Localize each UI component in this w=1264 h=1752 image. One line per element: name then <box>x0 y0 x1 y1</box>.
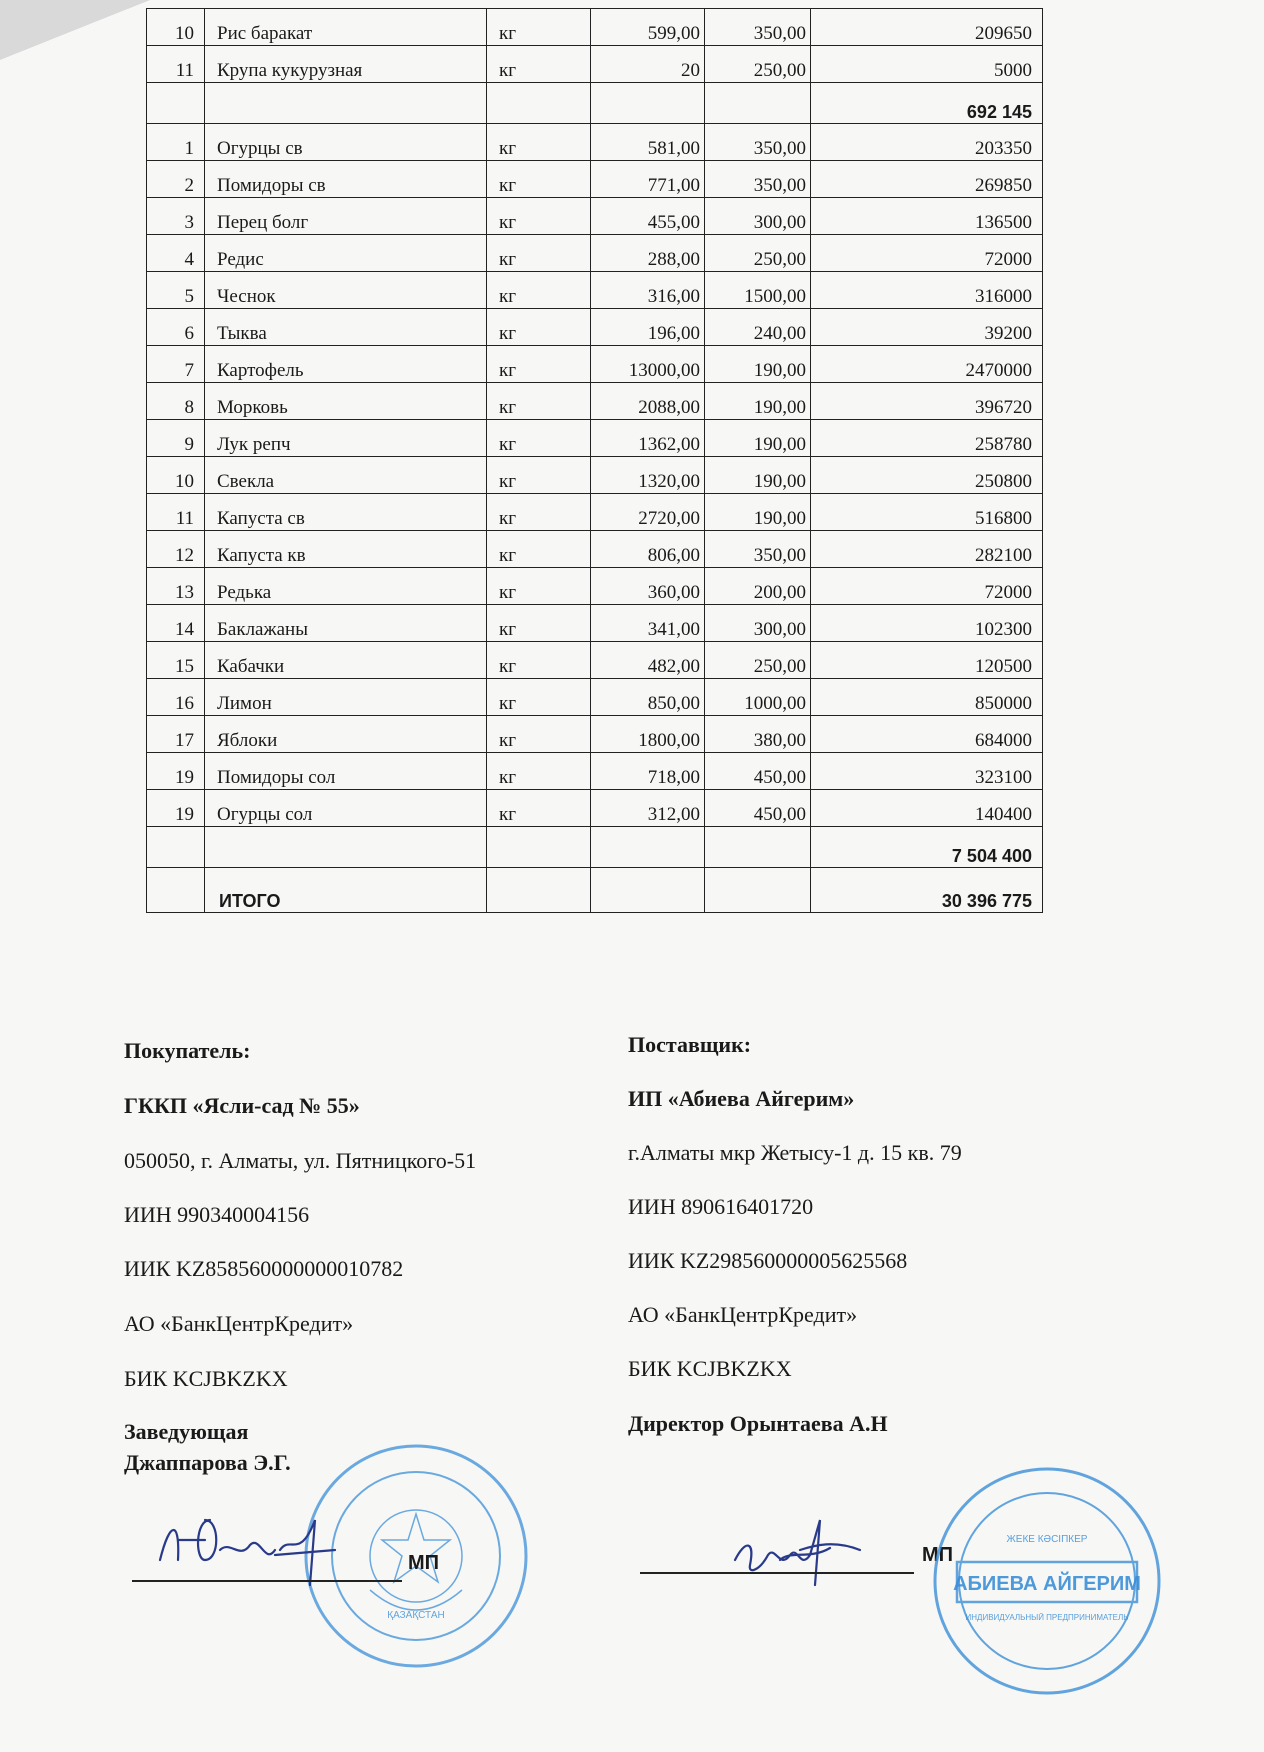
row-product-name: Кабачки <box>205 642 487 679</box>
row-sum: 2470000 <box>811 346 1043 383</box>
row-sum: 7 504 400 <box>811 827 1043 868</box>
row-sum: 684000 <box>811 716 1043 753</box>
row-price: 250,00 <box>705 235 811 272</box>
row-sum: 316000 <box>811 272 1043 309</box>
row-number: 19 <box>147 790 205 827</box>
row-unit: кг <box>487 198 591 235</box>
table-row <box>147 9 1043 46</box>
buyer-stamp-name: ҚАЗАҚСТАН <box>387 1610 445 1621</box>
row-product-name: Баклажаны <box>205 605 487 642</box>
table-row <box>147 568 1043 605</box>
row-product-name: Редька <box>205 568 487 605</box>
row-sum: 72000 <box>811 568 1043 605</box>
row-sum: 323100 <box>811 753 1043 790</box>
table-row <box>147 531 1043 568</box>
supplier-signature <box>720 1500 870 1590</box>
supplier-position-person: Директор Орынтаева А.Н <box>628 1411 888 1436</box>
table-row <box>147 272 1043 309</box>
row-product-name: Лимон <box>205 679 487 716</box>
row-number: 6 <box>147 309 205 346</box>
row-quantity: 13000,00 <box>591 346 705 383</box>
row-unit: кг <box>487 605 591 642</box>
buyer-heading: Покупатель: <box>124 1038 251 1063</box>
row-unit <box>487 868 591 913</box>
row-number: 7 <box>147 346 205 383</box>
row-quantity: 1800,00 <box>591 716 705 753</box>
row-price: 300,00 <box>705 198 811 235</box>
row-quantity: 599,00 <box>591 9 705 46</box>
row-quantity: 360,00 <box>591 568 705 605</box>
row-product-name: Капуста св <box>205 494 487 531</box>
row-product-name: Чеснок <box>205 272 487 309</box>
supplier-stamp-name: АБИЕВА АЙГЕРИМ <box>953 1573 1141 1595</box>
row-sum: 72000 <box>811 235 1043 272</box>
row-sum: 5000 <box>811 46 1043 83</box>
row-price: 190,00 <box>705 420 811 457</box>
buyer-mp: МП <box>408 1552 440 1574</box>
buyer-iin: ИИН 990340004156 <box>124 1202 310 1227</box>
row-number: 2 <box>147 161 205 198</box>
buyer-person: Джаппарова Э.Г. <box>124 1450 291 1475</box>
row-sum: 203350 <box>811 124 1043 161</box>
row-number <box>147 827 205 868</box>
row-number: 10 <box>147 457 205 494</box>
row-unit: кг <box>487 309 591 346</box>
row-unit <box>487 83 591 124</box>
row-quantity: 196,00 <box>591 309 705 346</box>
row-sum: 396720 <box>811 383 1043 420</box>
row-quantity: 771,00 <box>591 161 705 198</box>
row-price <box>705 83 811 124</box>
row-sum: 30 396 775 <box>811 868 1043 913</box>
supplier-iin: ИИН 890616401720 <box>628 1194 814 1219</box>
row-number: 13 <box>147 568 205 605</box>
supplier-iik: ИИК KZ298560000005625568 <box>628 1248 908 1273</box>
folded-corner <box>0 0 150 60</box>
row-unit: кг <box>487 420 591 457</box>
row-product-name: Свекла <box>205 457 487 494</box>
row-quantity: 316,00 <box>591 272 705 309</box>
row-product-name: Рис баракат <box>205 9 487 46</box>
supplier-mp: МП <box>922 1544 954 1566</box>
table-row <box>147 494 1043 531</box>
buyer-signature <box>150 1490 340 1590</box>
table-row <box>147 309 1043 346</box>
supplier-heading: Поставщик: <box>628 1032 752 1057</box>
row-price <box>705 868 811 913</box>
row-quantity: 1362,00 <box>591 420 705 457</box>
table-row <box>147 753 1043 790</box>
row-unit: кг <box>487 642 591 679</box>
row-unit: кг <box>487 753 591 790</box>
row-price: 350,00 <box>705 161 811 198</box>
row-unit: кг <box>487 494 591 531</box>
row-sum: 258780 <box>811 420 1043 457</box>
row-price: 450,00 <box>705 753 811 790</box>
row-price: 300,00 <box>705 605 811 642</box>
row-product-name: Морковь <box>205 383 487 420</box>
row-sum: 269850 <box>811 161 1043 198</box>
row-sum: 516800 <box>811 494 1043 531</box>
table-row <box>147 235 1043 272</box>
table-row <box>147 383 1043 420</box>
row-unit: кг <box>487 46 591 83</box>
row-unit <box>487 827 591 868</box>
row-unit: кг <box>487 790 591 827</box>
row-number: 8 <box>147 383 205 420</box>
row-sum: 692 145 <box>811 83 1043 124</box>
row-price: 200,00 <box>705 568 811 605</box>
row-price: 350,00 <box>705 124 811 161</box>
buyer-bik: БИК KCJBKZKX <box>124 1366 288 1391</box>
table-row <box>147 346 1043 383</box>
row-sum: 140400 <box>811 790 1043 827</box>
row-product-name: Помидоры сол <box>205 753 487 790</box>
row-quantity: 312,00 <box>591 790 705 827</box>
row-number: 14 <box>147 605 205 642</box>
table-row <box>147 642 1043 679</box>
buyer-iik: ИИК KZ858560000000010782 <box>124 1256 404 1281</box>
row-unit: кг <box>487 346 591 383</box>
row-unit: кг <box>487 457 591 494</box>
row-price: 190,00 <box>705 457 811 494</box>
row-number: 10 <box>147 9 205 46</box>
row-number: 16 <box>147 679 205 716</box>
row-product-name: Тыква <box>205 309 487 346</box>
row-product-name: Редис <box>205 235 487 272</box>
row-sum: 282100 <box>811 531 1043 568</box>
supplier-stamp-sub: ИНДИВИДУАЛЬНЫЙ ПРЕДПРИНИМАТЕЛЬ <box>965 1613 1129 1622</box>
row-unit: кг <box>487 9 591 46</box>
row-price: 250,00 <box>705 642 811 679</box>
row-product-name: Капуста кв <box>205 531 487 568</box>
row-number: 1 <box>147 124 205 161</box>
row-price: 350,00 <box>705 531 811 568</box>
subtotal-row <box>147 827 1043 868</box>
row-number: 11 <box>147 46 205 83</box>
row-sum: 120500 <box>811 642 1043 679</box>
buyer-position: Заведующая <box>124 1419 249 1444</box>
row-unit: кг <box>487 272 591 309</box>
table-row <box>147 420 1043 457</box>
supplier-signature-line <box>640 1572 914 1574</box>
row-quantity: 850,00 <box>591 679 705 716</box>
row-quantity: 20 <box>591 46 705 83</box>
row-price: 190,00 <box>705 383 811 420</box>
row-number <box>147 868 205 913</box>
row-price: 1000,00 <box>705 679 811 716</box>
row-quantity <box>591 868 705 913</box>
row-unit: кг <box>487 679 591 716</box>
row-price: 190,00 <box>705 346 811 383</box>
row-number: 3 <box>147 198 205 235</box>
row-number: 4 <box>147 235 205 272</box>
supplier-bik: БИК KCJBKZKX <box>628 1356 792 1381</box>
table-row <box>147 679 1043 716</box>
supplier-bank: АО «БанкЦентрКредит» <box>628 1302 858 1327</box>
row-sum: 209650 <box>811 9 1043 46</box>
row-product-name: Помидоры св <box>205 161 487 198</box>
row-product-name: Перец болг <box>205 198 487 235</box>
row-price: 240,00 <box>705 309 811 346</box>
row-product-name: Огурцы сол <box>205 790 487 827</box>
row-price <box>705 827 811 868</box>
row-quantity <box>591 827 705 868</box>
row-unit: кг <box>487 383 591 420</box>
row-unit: кг <box>487 124 591 161</box>
row-price: 450,00 <box>705 790 811 827</box>
row-sum: 39200 <box>811 309 1043 346</box>
row-quantity: 341,00 <box>591 605 705 642</box>
table-row <box>147 198 1043 235</box>
row-product-name: Картофель <box>205 346 487 383</box>
table-row <box>147 161 1043 198</box>
row-price: 350,00 <box>705 9 811 46</box>
row-unit: кг <box>487 161 591 198</box>
row-sum: 136500 <box>811 198 1043 235</box>
row-price: 190,00 <box>705 494 811 531</box>
row-number: 9 <box>147 420 205 457</box>
row-sum: 102300 <box>811 605 1043 642</box>
buyer-signature-line <box>132 1580 402 1582</box>
row-quantity: 581,00 <box>591 124 705 161</box>
row-sum: 850000 <box>811 679 1043 716</box>
row-number: 11 <box>147 494 205 531</box>
row-number: 15 <box>147 642 205 679</box>
row-number: 19 <box>147 753 205 790</box>
total-row <box>147 868 1043 913</box>
row-quantity: 2720,00 <box>591 494 705 531</box>
row-number: 5 <box>147 272 205 309</box>
row-number <box>147 83 205 124</box>
row-unit: кг <box>487 235 591 272</box>
table-row <box>147 46 1043 83</box>
supplier-stamp-top: ЖЕКЕ КӘСІПКЕР <box>1006 1534 1088 1545</box>
table-row <box>147 457 1043 494</box>
row-product-name <box>205 83 487 124</box>
row-number: 12 <box>147 531 205 568</box>
subtotal-row <box>147 83 1043 124</box>
supplier-org: ИП «Абиева Айгерим» <box>628 1086 855 1111</box>
row-product-name: Огурцы св <box>205 124 487 161</box>
row-quantity: 806,00 <box>591 531 705 568</box>
row-quantity: 1320,00 <box>591 457 705 494</box>
row-unit: кг <box>487 531 591 568</box>
row-unit: кг <box>487 716 591 753</box>
row-product-name <box>205 827 487 868</box>
row-product-name: Яблоки <box>205 716 487 753</box>
table-row <box>147 790 1043 827</box>
row-number: 17 <box>147 716 205 753</box>
supplier-stamp <box>928 1462 1166 1700</box>
row-quantity: 718,00 <box>591 753 705 790</box>
row-quantity: 455,00 <box>591 198 705 235</box>
row-unit: кг <box>487 568 591 605</box>
row-quantity: 2088,00 <box>591 383 705 420</box>
row-product-name: ИТОГО <box>205 868 487 913</box>
row-quantity: 288,00 <box>591 235 705 272</box>
table-row <box>147 605 1043 642</box>
buyer-address: 050050, г. Алматы, ул. Пятницкого-51 <box>124 1148 477 1173</box>
table-row <box>147 716 1043 753</box>
row-product-name: Лук репч <box>205 420 487 457</box>
row-quantity <box>591 83 705 124</box>
row-product-name: Крупа кукурузная <box>205 46 487 83</box>
row-quantity: 482,00 <box>591 642 705 679</box>
buyer-org: ГККП «Ясли-сад № 55» <box>124 1093 360 1118</box>
buyer-bank: АО «БанкЦентрКредит» <box>124 1311 354 1336</box>
items-table <box>146 8 1043 913</box>
row-price: 250,00 <box>705 46 811 83</box>
table-row <box>147 124 1043 161</box>
row-price: 380,00 <box>705 716 811 753</box>
row-sum: 250800 <box>811 457 1043 494</box>
row-price: 1500,00 <box>705 272 811 309</box>
supplier-address: г.Алматы мкр Жетысу-1 д. 15 кв. 79 <box>628 1140 962 1165</box>
